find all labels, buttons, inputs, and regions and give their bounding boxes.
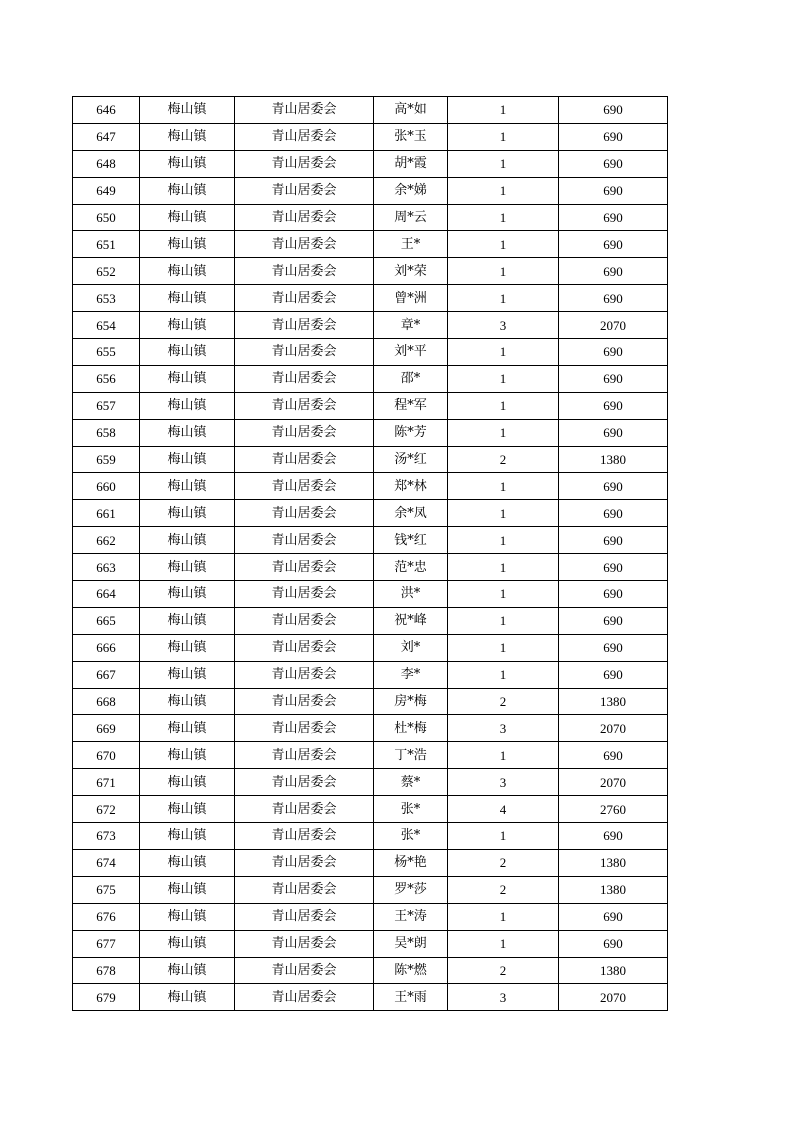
person-name-cell: 刘*: [374, 634, 448, 661]
committee-cell: 青山居委会: [235, 661, 374, 688]
town-cell: 梅山镇: [140, 500, 235, 527]
table-row: [73, 796, 668, 823]
row-number: 672: [73, 796, 140, 823]
table-row: [73, 876, 668, 903]
row-number: 655: [73, 339, 140, 366]
committee-cell: 青山居委会: [235, 688, 374, 715]
row-number: 651: [73, 231, 140, 258]
amount-cell: 690: [559, 123, 668, 150]
amount-cell: 1380: [559, 446, 668, 473]
person-name-cell: 张*: [374, 823, 448, 850]
table-row: [73, 231, 668, 258]
committee-cell: 青山居委会: [235, 204, 374, 231]
committee-cell: 青山居委会: [235, 446, 374, 473]
table-row: [73, 339, 668, 366]
town-cell: 梅山镇: [140, 392, 235, 419]
amount-cell: 690: [559, 527, 668, 554]
household-count-cell: 1: [448, 823, 559, 850]
town-cell: 梅山镇: [140, 849, 235, 876]
table-row: [73, 661, 668, 688]
person-name-cell: 刘*荣: [374, 258, 448, 285]
amount-cell: 690: [559, 500, 668, 527]
household-count-cell: 1: [448, 473, 559, 500]
row-number: 654: [73, 312, 140, 339]
row-number: 677: [73, 930, 140, 957]
person-name-cell: 周*云: [374, 204, 448, 231]
row-number: 662: [73, 527, 140, 554]
town-cell: 梅山镇: [140, 231, 235, 258]
person-name-cell: 刘*平: [374, 339, 448, 366]
row-number: 679: [73, 984, 140, 1011]
household-count-cell: 3: [448, 769, 559, 796]
table-row: [73, 607, 668, 634]
town-cell: 梅山镇: [140, 473, 235, 500]
person-name-cell: 余*凤: [374, 500, 448, 527]
town-cell: 梅山镇: [140, 554, 235, 581]
committee-cell: 青山居委会: [235, 796, 374, 823]
committee-cell: 青山居委会: [235, 957, 374, 984]
amount-cell: 690: [559, 419, 668, 446]
table-row: [73, 930, 668, 957]
person-name-cell: 洪*: [374, 581, 448, 608]
person-name-cell: 邵*: [374, 365, 448, 392]
amount-cell: 690: [559, 231, 668, 258]
town-cell: 梅山镇: [140, 97, 235, 124]
household-count-cell: 1: [448, 392, 559, 419]
committee-cell: 青山居委会: [235, 365, 374, 392]
table-row: [73, 769, 668, 796]
committee-cell: 青山居委会: [235, 123, 374, 150]
amount-cell: 1380: [559, 876, 668, 903]
committee-cell: 青山居委会: [235, 419, 374, 446]
person-name-cell: 胡*霞: [374, 150, 448, 177]
town-cell: 梅山镇: [140, 258, 235, 285]
row-number: 661: [73, 500, 140, 527]
household-count-cell: 1: [448, 365, 559, 392]
amount-cell: 690: [559, 365, 668, 392]
row-number: 668: [73, 688, 140, 715]
committee-cell: 青山居委会: [235, 500, 374, 527]
town-cell: 梅山镇: [140, 688, 235, 715]
committee-cell: 青山居委会: [235, 177, 374, 204]
person-name-cell: 罗*莎: [374, 876, 448, 903]
person-name-cell: 祝*峰: [374, 607, 448, 634]
committee-cell: 青山居委会: [235, 715, 374, 742]
committee-cell: 青山居委会: [235, 473, 374, 500]
household-count-cell: 2: [448, 849, 559, 876]
amount-cell: 690: [559, 204, 668, 231]
household-count-cell: 1: [448, 419, 559, 446]
committee-cell: 青山居委会: [235, 581, 374, 608]
row-number: 674: [73, 849, 140, 876]
committee-cell: 青山居委会: [235, 742, 374, 769]
amount-cell: 1380: [559, 957, 668, 984]
person-name-cell: 杜*梅: [374, 715, 448, 742]
table-row: [73, 446, 668, 473]
roster-body: [73, 97, 668, 1011]
amount-cell: 690: [559, 823, 668, 850]
person-name-cell: 张*玉: [374, 123, 448, 150]
household-count-cell: 1: [448, 285, 559, 312]
committee-cell: 青山居委会: [235, 554, 374, 581]
amount-cell: 2070: [559, 312, 668, 339]
row-number: 656: [73, 365, 140, 392]
committee-cell: 青山居委会: [235, 930, 374, 957]
person-name-cell: 钱*红: [374, 527, 448, 554]
table-row: [73, 634, 668, 661]
committee-cell: 青山居委会: [235, 231, 374, 258]
row-number: 647: [73, 123, 140, 150]
row-number: 659: [73, 446, 140, 473]
town-cell: 梅山镇: [140, 312, 235, 339]
person-name-cell: 郑*林: [374, 473, 448, 500]
town-cell: 梅山镇: [140, 419, 235, 446]
town-cell: 梅山镇: [140, 876, 235, 903]
table-row: [73, 581, 668, 608]
amount-cell: 690: [559, 97, 668, 124]
person-name-cell: 高*如: [374, 97, 448, 124]
household-count-cell: 2: [448, 446, 559, 473]
household-count-cell: 1: [448, 204, 559, 231]
table-row: [73, 473, 668, 500]
committee-cell: 青山居委会: [235, 97, 374, 124]
person-name-cell: 蔡*: [374, 769, 448, 796]
row-number: 670: [73, 742, 140, 769]
row-number: 675: [73, 876, 140, 903]
person-name-cell: 李*: [374, 661, 448, 688]
amount-cell: 690: [559, 150, 668, 177]
row-number: 650: [73, 204, 140, 231]
person-name-cell: 陈*燃: [374, 957, 448, 984]
committee-cell: 青山居委会: [235, 607, 374, 634]
table-row: [73, 123, 668, 150]
committee-cell: 青山居委会: [235, 876, 374, 903]
amount-cell: 2070: [559, 769, 668, 796]
row-number: 669: [73, 715, 140, 742]
row-number: 673: [73, 823, 140, 850]
row-number: 666: [73, 634, 140, 661]
town-cell: 梅山镇: [140, 661, 235, 688]
household-count-cell: 3: [448, 312, 559, 339]
town-cell: 梅山镇: [140, 339, 235, 366]
row-number: 663: [73, 554, 140, 581]
table-row: [73, 688, 668, 715]
amount-cell: 690: [559, 258, 668, 285]
committee-cell: 青山居委会: [235, 984, 374, 1011]
table-row: [73, 903, 668, 930]
committee-cell: 青山居委会: [235, 285, 374, 312]
row-number: 658: [73, 419, 140, 446]
amount-cell: 690: [559, 554, 668, 581]
person-name-cell: 程*军: [374, 392, 448, 419]
household-count-cell: 1: [448, 607, 559, 634]
household-count-cell: 1: [448, 123, 559, 150]
table-row: [73, 715, 668, 742]
town-cell: 梅山镇: [140, 607, 235, 634]
household-count-cell: 1: [448, 177, 559, 204]
household-count-cell: 1: [448, 634, 559, 661]
amount-cell: 690: [559, 392, 668, 419]
amount-cell: 690: [559, 473, 668, 500]
amount-cell: 690: [559, 285, 668, 312]
row-number: 657: [73, 392, 140, 419]
amount-cell: 690: [559, 742, 668, 769]
amount-cell: 1380: [559, 688, 668, 715]
household-count-cell: 1: [448, 97, 559, 124]
person-name-cell: 汤*红: [374, 446, 448, 473]
table-row: [73, 177, 668, 204]
town-cell: 梅山镇: [140, 769, 235, 796]
person-name-cell: 余*娣: [374, 177, 448, 204]
household-count-cell: 1: [448, 339, 559, 366]
person-name-cell: 张*: [374, 796, 448, 823]
person-name-cell: 房*梅: [374, 688, 448, 715]
row-number: 648: [73, 150, 140, 177]
roster-table: [72, 96, 668, 1011]
table-row: [73, 204, 668, 231]
committee-cell: 青山居委会: [235, 634, 374, 661]
town-cell: 梅山镇: [140, 123, 235, 150]
person-name-cell: 陈*芳: [374, 419, 448, 446]
town-cell: 梅山镇: [140, 796, 235, 823]
committee-cell: 青山居委会: [235, 849, 374, 876]
committee-cell: 青山居委会: [235, 392, 374, 419]
person-name-cell: 王*涛: [374, 903, 448, 930]
amount-cell: 690: [559, 607, 668, 634]
household-count-cell: 2: [448, 688, 559, 715]
table-row: [73, 957, 668, 984]
table-row: [73, 554, 668, 581]
amount-cell: 690: [559, 177, 668, 204]
person-name-cell: 王*雨: [374, 984, 448, 1011]
town-cell: 梅山镇: [140, 285, 235, 312]
table-row: [73, 419, 668, 446]
household-count-cell: 4: [448, 796, 559, 823]
household-count-cell: 1: [448, 500, 559, 527]
household-count-cell: 3: [448, 715, 559, 742]
person-name-cell: 章*: [374, 312, 448, 339]
town-cell: 梅山镇: [140, 446, 235, 473]
row-number: 665: [73, 607, 140, 634]
table-row: [73, 823, 668, 850]
household-count-cell: 1: [448, 231, 559, 258]
row-number: 664: [73, 581, 140, 608]
town-cell: 梅山镇: [140, 150, 235, 177]
amount-cell: 2760: [559, 796, 668, 823]
household-count-cell: 1: [448, 661, 559, 688]
committee-cell: 青山居委会: [235, 769, 374, 796]
amount-cell: 690: [559, 634, 668, 661]
table-row: [73, 258, 668, 285]
household-count-cell: 1: [448, 554, 559, 581]
household-count-cell: 1: [448, 581, 559, 608]
row-number: 671: [73, 769, 140, 796]
row-number: 652: [73, 258, 140, 285]
household-count-cell: 2: [448, 876, 559, 903]
amount-cell: 1380: [559, 849, 668, 876]
town-cell: 梅山镇: [140, 903, 235, 930]
town-cell: 梅山镇: [140, 957, 235, 984]
town-cell: 梅山镇: [140, 365, 235, 392]
household-count-cell: 1: [448, 903, 559, 930]
table-row: [73, 392, 668, 419]
table-row: [73, 849, 668, 876]
amount-cell: 690: [559, 661, 668, 688]
table-row: [73, 312, 668, 339]
person-name-cell: 丁*浩: [374, 742, 448, 769]
table-row: [73, 150, 668, 177]
committee-cell: 青山居委会: [235, 258, 374, 285]
town-cell: 梅山镇: [140, 177, 235, 204]
row-number: 646: [73, 97, 140, 124]
person-name-cell: 曾*洲: [374, 285, 448, 312]
person-name-cell: 杨*艳: [374, 849, 448, 876]
town-cell: 梅山镇: [140, 715, 235, 742]
person-name-cell: 王*: [374, 231, 448, 258]
town-cell: 梅山镇: [140, 581, 235, 608]
table-row: [73, 742, 668, 769]
committee-cell: 青山居委会: [235, 339, 374, 366]
amount-cell: 2070: [559, 715, 668, 742]
table-row: [73, 365, 668, 392]
household-count-cell: 1: [448, 258, 559, 285]
town-cell: 梅山镇: [140, 527, 235, 554]
table-row: [73, 285, 668, 312]
table-row: [73, 527, 668, 554]
town-cell: 梅山镇: [140, 930, 235, 957]
household-count-cell: 1: [448, 930, 559, 957]
committee-cell: 青山居委会: [235, 823, 374, 850]
committee-cell: 青山居委会: [235, 527, 374, 554]
amount-cell: 690: [559, 339, 668, 366]
row-number: 649: [73, 177, 140, 204]
row-number: 653: [73, 285, 140, 312]
household-count-cell: 1: [448, 742, 559, 769]
town-cell: 梅山镇: [140, 204, 235, 231]
row-number: 678: [73, 957, 140, 984]
amount-cell: 690: [559, 930, 668, 957]
household-count-cell: 1: [448, 527, 559, 554]
amount-cell: 2070: [559, 984, 668, 1011]
household-count-cell: 2: [448, 957, 559, 984]
town-cell: 梅山镇: [140, 984, 235, 1011]
row-number: 667: [73, 661, 140, 688]
table-row: [73, 984, 668, 1011]
table-row: [73, 500, 668, 527]
amount-cell: 690: [559, 903, 668, 930]
person-name-cell: 吴*朗: [374, 930, 448, 957]
household-count-cell: 1: [448, 150, 559, 177]
amount-cell: 690: [559, 581, 668, 608]
person-name-cell: 范*忠: [374, 554, 448, 581]
row-number: 676: [73, 903, 140, 930]
town-cell: 梅山镇: [140, 634, 235, 661]
table-row: [73, 97, 668, 124]
committee-cell: 青山居委会: [235, 150, 374, 177]
committee-cell: 青山居委会: [235, 903, 374, 930]
committee-cell: 青山居委会: [235, 312, 374, 339]
town-cell: 梅山镇: [140, 742, 235, 769]
row-number: 660: [73, 473, 140, 500]
household-count-cell: 3: [448, 984, 559, 1011]
town-cell: 梅山镇: [140, 823, 235, 850]
